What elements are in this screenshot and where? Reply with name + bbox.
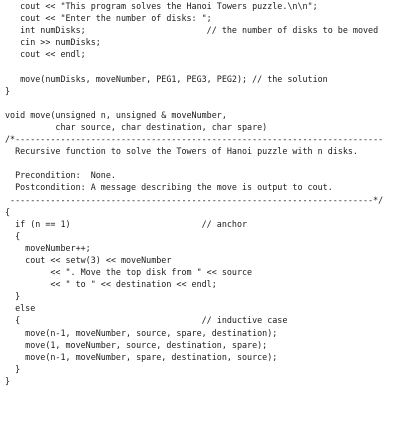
code-line: { // inductive case — [5, 315, 288, 326]
code-line: { — [5, 230, 21, 241]
code-line: cout << "Enter the number of disks: "; — [5, 13, 212, 24]
code-line: move(n-1, moveNumber, spare, destination, source); — [5, 351, 278, 362]
code-line: { — [5, 206, 11, 217]
code-line: Recursive function to solve the Towers of Hanoi puzzle with n disks. — [5, 146, 358, 157]
code-line: } — [5, 291, 21, 302]
code-line: Postcondition: A message describing the move is output to cout. — [5, 182, 333, 193]
code-line: int numDisks; // the number of disks to be moved — [5, 25, 379, 36]
code-line: move(numDisks, moveNumber, PEG1, PEG3, PEG2); // the solution — [5, 73, 328, 84]
code-line: moveNumber++; — [5, 242, 91, 253]
code-line: cout << endl; — [5, 49, 86, 60]
code-line: cout << "This program solves the Hanoi Towers puzzle.\n\n"; — [5, 1, 318, 11]
code-line: if (n == 1) // anchor — [5, 218, 248, 229]
code-line: ------------------------------------------------------------------------*/ — [5, 194, 384, 205]
code-line: char source, char destination, char spare) — [5, 121, 268, 132]
code-listing — [5, 0, 399, 432]
code-line: } — [5, 375, 11, 386]
code-line: move(1, moveNumber, source, destination, spare); — [5, 339, 268, 350]
code-line: } — [5, 85, 11, 96]
code-line: Precondition: None. — [5, 170, 116, 181]
code-line: move(n-1, moveNumber, source, spare, destination); — [5, 327, 278, 338]
code-line: void move(unsigned n, unsigned & moveNumber, — [5, 109, 227, 120]
code-line — [5, 157, 399, 169]
code-line — [5, 60, 399, 72]
code-line: cin >> numDisks; — [5, 37, 101, 48]
code-line: } — [5, 363, 21, 374]
code-line: << " to " << destination << endl; — [5, 279, 217, 290]
code-line: cout << setw(3) << moveNumber — [5, 254, 172, 265]
code-line: else — [5, 303, 36, 314]
code-line: << ". Move the top disk from " << source — [5, 267, 253, 278]
code-line — [5, 97, 399, 109]
code-line: /*------------------------------------------------------------------------- — [5, 134, 384, 145]
